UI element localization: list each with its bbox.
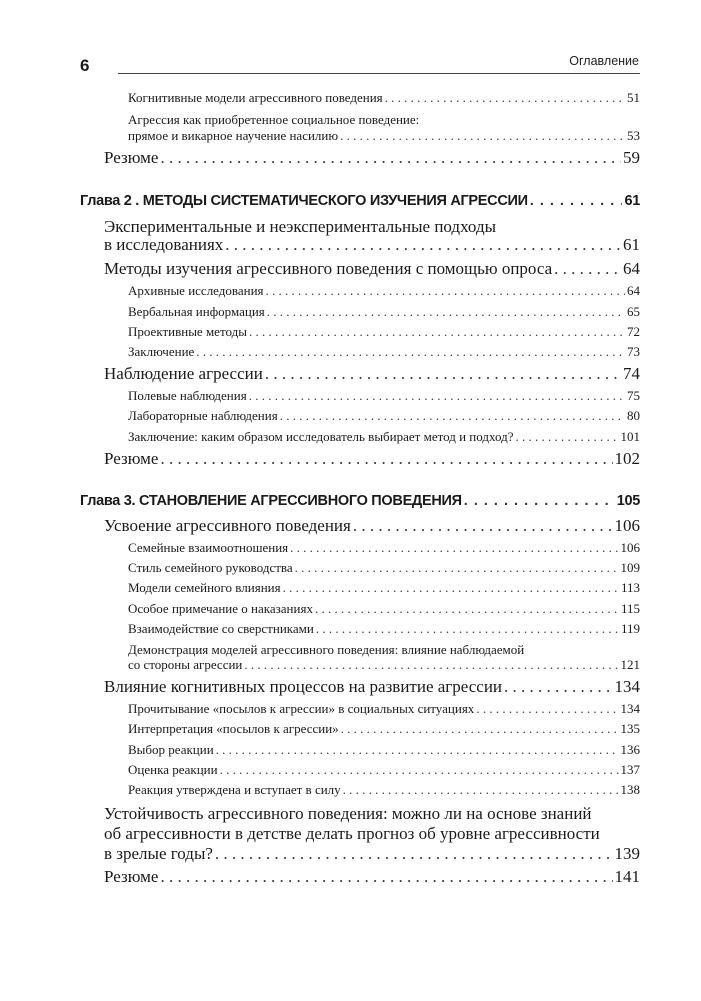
dot-leader	[476, 701, 618, 717]
toc-entry-title: Заключение: каким образом исследователь выбирает метод и подход?	[128, 429, 514, 444]
toc-entry-page: 106	[614, 516, 640, 535]
toc-entry-title: Реакция утверждена и вступает в силу	[128, 782, 341, 797]
toc-entry[interactable]	[128, 560, 640, 576]
toc-entry-title: Вербальная информация	[128, 304, 265, 319]
dot-leader	[266, 283, 625, 299]
dot-leader	[244, 657, 618, 673]
toc-entry-page: 136	[620, 742, 640, 757]
dot-leader	[215, 844, 613, 864]
toc-entry[interactable]	[104, 449, 640, 469]
dot-leader	[160, 867, 612, 887]
toc-entry-title-line1: Демонстрация моделей агрессивного поведения: влияние наблюдаемой	[128, 642, 525, 657]
toc-entry-page: 139	[614, 844, 640, 863]
toc-entry-page: 51	[627, 90, 640, 105]
dot-leader	[516, 429, 619, 445]
dot-leader	[196, 344, 625, 360]
toc-entry-page: 80	[627, 408, 640, 423]
toc-entry[interactable]	[128, 344, 640, 360]
toc-entry[interactable]	[104, 148, 640, 168]
toc-entry[interactable]	[128, 90, 640, 106]
toc-entry[interactable]	[104, 235, 640, 255]
toc-entry-page: 102	[614, 449, 640, 468]
toc-entry-title: Интерпретация «посылов к агрессии»	[128, 721, 339, 736]
dot-leader	[316, 621, 619, 637]
toc-entry-title: прямое и викарное научение насилию	[128, 128, 339, 143]
dot-leader	[160, 148, 621, 168]
toc-entry-page: 135	[620, 721, 640, 736]
toc-entry-title: Усвоение агрессивного поведения	[104, 516, 351, 535]
toc-entry[interactable]	[128, 721, 640, 737]
toc-entry[interactable]	[128, 601, 640, 617]
toc-entry[interactable]	[128, 782, 640, 798]
toc-entry-page: 137	[620, 762, 640, 777]
toc-entry-title: в исследованиях	[104, 235, 224, 254]
toc-entry-title-line1: Агрессия как приобретенное социальное поведение:	[128, 112, 420, 127]
toc-entry-title: Влияние когнитивных процессов на развитие агрессии	[104, 677, 503, 696]
toc-entry-page: 74	[623, 364, 640, 383]
toc-entry-page: 115	[620, 601, 640, 616]
dot-leader	[216, 742, 619, 758]
page-header	[0, 54, 701, 78]
toc-entry-title: Выбор реакции	[128, 742, 214, 757]
toc-entry-title: Проективные методы	[128, 324, 247, 339]
toc-entry-page: 64	[623, 259, 640, 278]
toc-entry[interactable]	[104, 364, 640, 384]
toc-entry[interactable]	[128, 324, 640, 340]
toc-entry[interactable]	[128, 408, 640, 424]
toc-entry[interactable]	[104, 259, 640, 279]
toc-entry-page: 119	[620, 621, 640, 636]
toc-entry-page: 75	[627, 388, 640, 403]
toc-entry-page: 73	[627, 344, 640, 359]
toc-chapter-3[interactable]	[80, 493, 640, 509]
toc-entry-title: Резюме	[104, 148, 159, 167]
dot-leader	[385, 90, 625, 106]
toc-entry-page: 61	[623, 235, 640, 254]
toc-entry-page: 141	[614, 867, 640, 886]
dot-leader	[267, 304, 625, 320]
toc-entry-title: Резюме	[104, 449, 159, 468]
toc-entry-title-line2: об агрессивности в детстве делать прогноз об уровне агрессивности	[104, 824, 600, 843]
header-rule	[118, 73, 640, 74]
toc-entry-title: Заключение	[128, 344, 195, 359]
toc-entry-title: в зрелые годы?	[104, 844, 213, 863]
dot-leader	[160, 449, 612, 469]
toc-entry-page: 134	[620, 701, 640, 716]
toc-entry[interactable]	[128, 304, 640, 320]
dot-leader	[343, 782, 619, 798]
toc-entry[interactable]	[128, 128, 640, 144]
toc-entry[interactable]	[128, 657, 640, 673]
toc-entry-title: Взаимодействие со сверстниками	[128, 621, 314, 636]
toc-entry-title: Стиль семейного руководства	[128, 560, 293, 575]
toc-entry-page: 106	[620, 540, 640, 555]
toc-chapter-2[interactable]	[80, 193, 640, 209]
toc-entry[interactable]	[128, 429, 640, 445]
toc-entry[interactable]	[128, 621, 640, 637]
dot-leader	[295, 560, 619, 576]
chapter-page: 61	[624, 193, 640, 209]
toc-entry-title: Особое примечание о наказаниях	[128, 601, 313, 616]
chapter-title: Глава 3. СТАНОВЛЕНИЕ АГРЕССИВНОГО ПОВЕДЕНИЯ	[80, 493, 462, 509]
dot-leader	[283, 580, 619, 596]
toc-entry[interactable]	[128, 540, 640, 556]
dot-leader	[353, 516, 613, 536]
toc-entry-page: 64	[627, 283, 640, 298]
dot-leader	[290, 540, 618, 556]
toc-entry-title: со стороны агрессии	[128, 657, 243, 672]
toc-entry-page: 53	[627, 128, 640, 143]
dot-leader	[530, 193, 623, 209]
dot-leader	[265, 364, 621, 384]
toc-entry-title: Лабораторные наблюдения	[128, 408, 278, 423]
toc-entry-page: 59	[623, 148, 640, 167]
toc-entry-title: Полевые наблюдения	[128, 388, 247, 403]
toc-entry[interactable]	[104, 844, 640, 864]
toc-entry-page: 72	[627, 324, 640, 339]
dot-leader	[249, 324, 625, 340]
dot-leader	[504, 677, 612, 697]
toc-entry-page: 138	[620, 782, 640, 797]
running-title: Оглавление	[569, 54, 639, 68]
toc-entry-page: 113	[620, 580, 640, 595]
toc-entry-page: 134	[614, 677, 640, 696]
toc-entry-title: Архивные исследования	[128, 283, 264, 298]
toc-entry-title: Резюме	[104, 867, 159, 886]
toc-entry-title-line1: Экспериментальные и неэкспериментальные подходы	[104, 217, 497, 236]
toc-entry-page: 121	[620, 657, 640, 672]
dot-leader	[280, 408, 625, 424]
dot-leader	[220, 762, 619, 778]
dot-leader	[249, 388, 625, 404]
toc-entry[interactable]	[128, 283, 640, 299]
toc-entry-page: 109	[620, 560, 640, 575]
toc-entry[interactable]	[104, 867, 640, 887]
dot-leader	[225, 235, 621, 255]
toc-entry[interactable]	[128, 580, 640, 596]
toc-entry-title: Прочитывание «посылов к агрессии» в социальных ситуациях	[128, 701, 475, 716]
toc-entry[interactable]	[128, 742, 640, 758]
dot-leader	[341, 721, 619, 737]
toc-entry[interactable]	[128, 701, 640, 717]
toc-entry[interactable]	[104, 516, 640, 536]
chapter-page: 105	[616, 493, 640, 509]
dot-leader	[340, 128, 625, 144]
toc-entry-page: 65	[627, 304, 640, 319]
toc-entry-title: Когнитивные модели агрессивного поведения	[128, 90, 383, 105]
toc-entry[interactable]	[128, 388, 640, 404]
toc-entry-title: Семейные взаимоотношения	[128, 540, 289, 555]
toc-entry-title: Методы изучения агрессивного поведения с помощью опроса	[104, 259, 553, 278]
toc-entry-title: Оценка реакции	[128, 762, 218, 777]
dot-leader	[315, 601, 619, 617]
page-number: 6	[80, 56, 90, 75]
toc-entry-title: Наблюдение агрессии	[104, 364, 263, 383]
chapter-title: Глава 2 . МЕТОДЫ СИСТЕМАТИЧЕСКОГО ИЗУЧЕНИЯ АГРЕССИИ	[80, 193, 528, 209]
dot-leader	[464, 493, 615, 509]
toc-entry-title-line1: Устойчивость агрессивного поведения: можно ли на основе знаний	[104, 804, 592, 823]
toc-entry[interactable]	[104, 677, 640, 697]
toc-entry-page: 101	[620, 429, 640, 444]
toc-entry-title: Модели семейного влияния	[128, 580, 281, 595]
dot-leader	[554, 259, 621, 279]
toc-entry[interactable]	[128, 762, 640, 778]
